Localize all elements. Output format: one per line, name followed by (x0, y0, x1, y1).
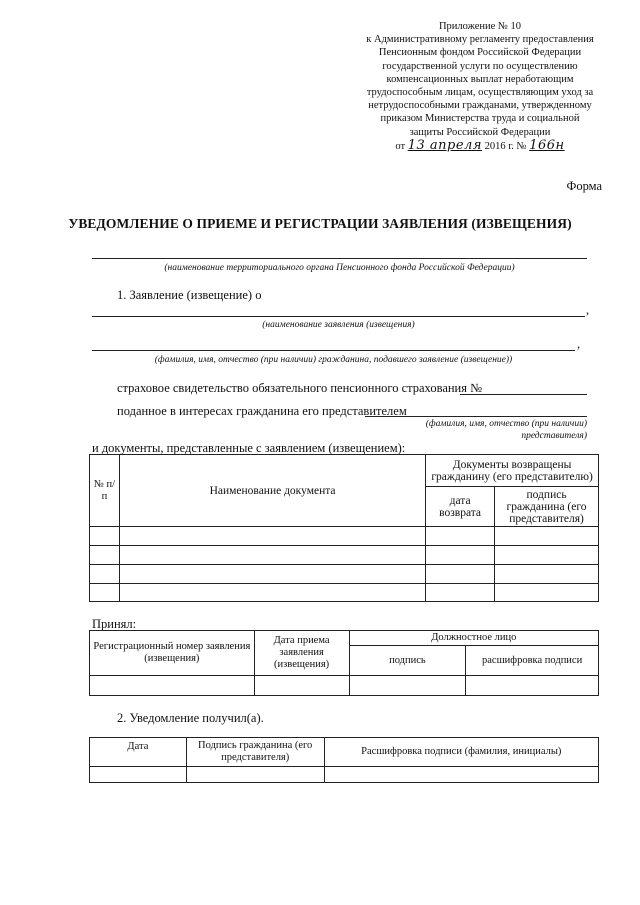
col-signature-header: подпись гражданина (его представителя) (495, 487, 599, 527)
insurance-number-line (460, 394, 587, 395)
col-decoding-header: Расшифровка подписи (фамилия, инициалы) (324, 738, 598, 767)
appendix-line: компенсационных выплат неработающим (386, 73, 574, 85)
table-row (90, 767, 599, 783)
table-row (90, 546, 599, 565)
appendix-line: защиты Российской Федерации (409, 126, 551, 138)
year-text: 2016 г. № (484, 140, 527, 152)
appendix-line: Приложение № 10 (438, 21, 522, 32)
page-title: УВЕДОМЛЕНИЕ О ПРИЕМЕ И РЕГИСТРАЦИИ ЗАЯВЛЕНИЯ (ИЗВЕЩЕНИЯ) (68, 216, 572, 231)
appendix-line: Пенсионным фондом Российской Федерации (378, 47, 582, 59)
table-row (90, 565, 599, 584)
table-row (90, 676, 599, 696)
col-returned-header: Документы возвращены гражданину (его представителю) (426, 455, 599, 487)
organ-line (92, 258, 587, 259)
section-2-label: 2. Уведомление получил(а). (117, 711, 264, 725)
accepted-label: Принял: (92, 617, 137, 631)
appendix-header (355, 20, 605, 153)
insurance-label: страховое свидетельство обязательного пенсионного страхования № (117, 381, 483, 395)
order-date-line (355, 139, 605, 153)
appendix-line: трудоспособным лицам, осуществляющим уход за (366, 87, 594, 99)
handwritten-date: 13 апреля (407, 137, 482, 153)
fio-line (92, 350, 575, 351)
col-signature-header: подпись (349, 646, 466, 676)
representative-label: поданное в интересах гражданина его представителем (117, 404, 407, 418)
col-return-date-header: дата возврата (426, 487, 495, 527)
appendix-line: к Административному регламенту предоставления (366, 34, 594, 46)
appendix-line: нетрудоспособными гражданами, утвержденному (368, 100, 592, 112)
section-1-label: 1. Заявление (извещение) о (117, 288, 262, 302)
table-row (90, 527, 599, 546)
rep-caption-1: (фамилия, имя, отчество (при наличии) (425, 419, 587, 429)
date-prefix: от (395, 140, 406, 152)
col-date-header: Дата (90, 738, 187, 767)
documents-table (89, 454, 599, 602)
col-signature-header: Подпись гражданина (его представителя) (186, 738, 324, 767)
col-number-header: № п/п (90, 455, 120, 527)
col-accept-date-header: Дата приема заявления (извещения) (254, 631, 349, 676)
fio-caption: (фамилия, имя, отчество (при наличии) гражданина, подавшего заявление (извещение)) (154, 355, 513, 365)
appendix-line: государственной услуги по осуществлению (382, 60, 578, 72)
organ-caption: (наименование территориального органа Пенсионного фонда Российской Федерации) (164, 263, 515, 273)
comma: , (586, 303, 590, 317)
acceptance-table (89, 630, 599, 696)
rep-caption-2: представителя) (521, 431, 587, 441)
col-decoding-header: расшифровка подписи (466, 646, 599, 676)
forma-label: Форма (566, 179, 602, 193)
appendix-line: приказом Министерства труда и социальной (380, 113, 580, 125)
application-name-line (92, 316, 585, 317)
col-reg-number-header: Регистрационный номер заявления (извещения) (90, 631, 255, 676)
documents-label: и документы, представленные с заявлением (извещением): (92, 441, 406, 455)
comma: , (577, 337, 581, 351)
col-official-header: Должностное лицо (349, 631, 598, 646)
table-row (90, 584, 599, 602)
receipt-table (89, 737, 599, 783)
handwritten-number: 166н (529, 137, 565, 153)
col-name-header: Наименование документа (119, 455, 425, 527)
representative-line (365, 416, 587, 417)
application-name-caption: (наименование заявления (извещения) (262, 320, 415, 330)
